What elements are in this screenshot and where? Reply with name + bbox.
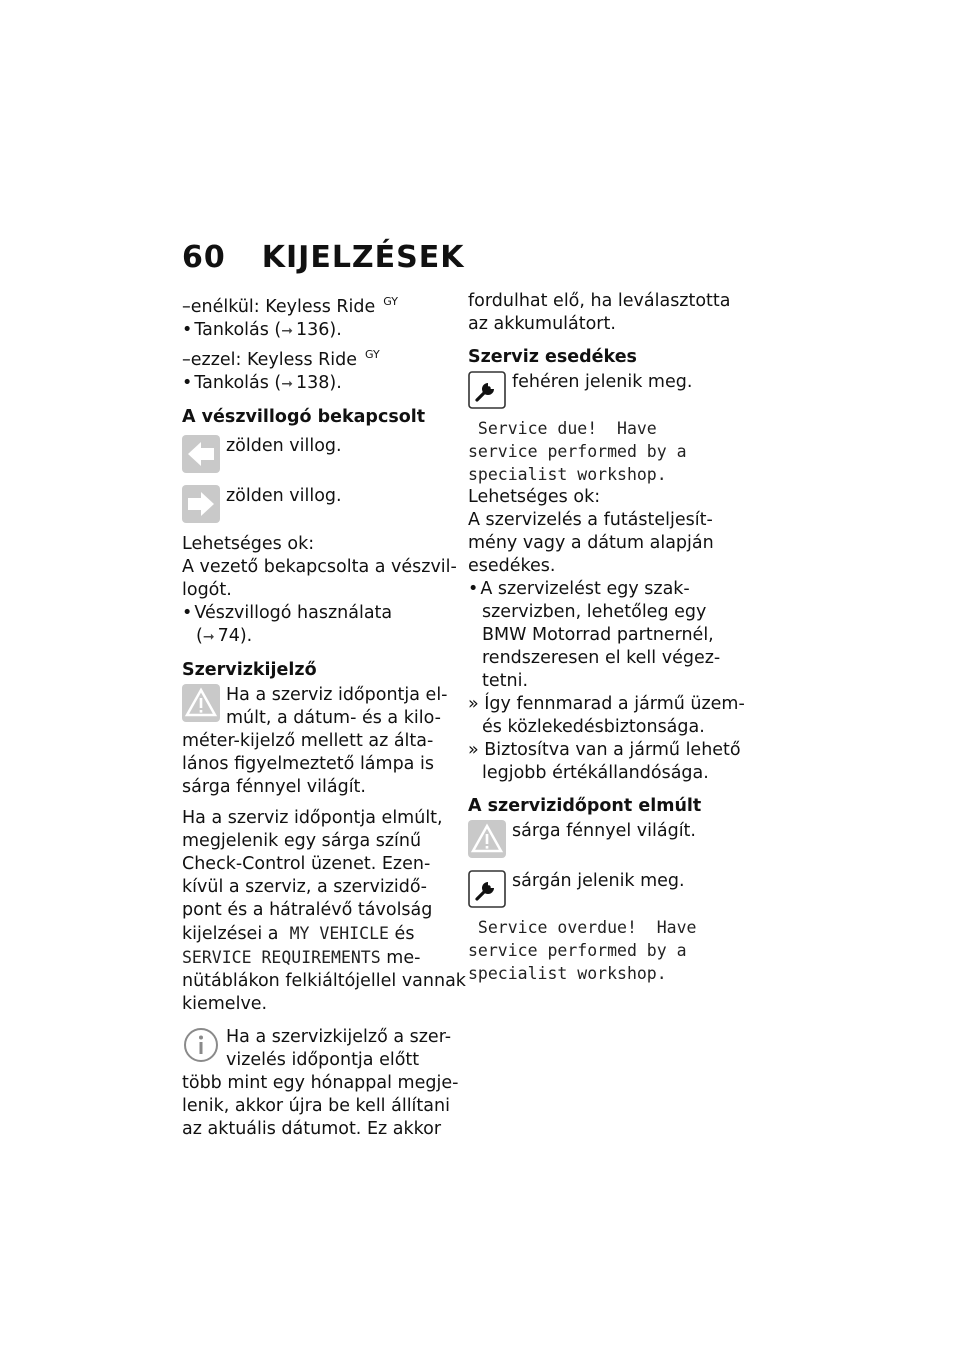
indicator-text: zölden villog. — [226, 486, 342, 506]
indicator-text: sárgán jelenik meg. — [512, 871, 685, 891]
text-line: múlt, a dátum- és a kilo- — [226, 708, 441, 728]
section-heading: Szervizkijelző — [182, 660, 317, 680]
text-line: több mint egy hónappal megje- — [182, 1073, 459, 1093]
wrench-icon — [468, 371, 506, 409]
section-heading: A vészvillogó bekapcsolt — [182, 407, 426, 427]
text: –enélkül: Keyless Ride — [182, 297, 376, 317]
result-line: » Biztosítva van a jármű lehető — [468, 740, 741, 760]
indicator-text: zölden villog. — [226, 436, 342, 456]
text-line: esedékes. — [468, 556, 556, 576]
indicator-row — [468, 820, 738, 858]
page-number: 60 — [182, 240, 226, 275]
text-line: méter-kijelző mellett az álta- — [182, 731, 434, 751]
display-message: Service overdue! Have — [468, 918, 697, 937]
text: Tankolás ( — [194, 373, 282, 393]
text-line: Ha a szerviz időpontja elmúlt, — [182, 808, 443, 828]
text: –ezzel: Keyless Ride — [182, 350, 358, 370]
display-message: specialist workshop. — [468, 465, 667, 484]
page-reference[interactable]: 74). — [217, 626, 253, 646]
result-line: » Így fennmarad a jármű üzem- — [468, 694, 745, 714]
text-line — [182, 922, 452, 946]
text-line: lenik, akkor újra be kell állítani — [182, 1096, 450, 1116]
text-line: A szervizelés a futásteljesít- — [468, 510, 713, 530]
display-message: service performed by a — [468, 941, 687, 960]
indicator-text: sárga fénnyel világít. — [512, 821, 696, 841]
list-item — [182, 602, 452, 625]
text-line: szervizben, lehetőleg egy — [482, 602, 707, 622]
left-column — [182, 290, 466, 1141]
display-message: specialist workshop. — [468, 964, 667, 983]
section-heading: A szervizidőpont elmúlt — [468, 796, 702, 816]
text-line: logót. — [182, 580, 232, 600]
text-line: sárga fénnyel világít. — [182, 777, 366, 797]
display-message: Service due! Have — [468, 419, 657, 438]
display-message: service performed by a — [468, 442, 687, 461]
page-reference[interactable]: 136). — [295, 320, 342, 340]
text-line: rendszeresen el kell végez- — [482, 648, 721, 668]
text: me- — [386, 948, 421, 968]
warning-triangle-icon — [468, 820, 506, 858]
superscript: GY — [365, 348, 380, 361]
text-line: BMW Motorrad partnernél, — [482, 625, 714, 645]
text-line: vizelés időpontja előtt — [226, 1050, 420, 1070]
text-line: az akkumulátort. — [468, 314, 616, 334]
reference-arrow-icon — [281, 320, 296, 340]
text-line: Check-Control üzenet. Ezen- — [182, 854, 431, 874]
indicator-row — [468, 870, 738, 908]
arrow-left-icon — [182, 435, 220, 473]
text-line: és közlekedésbiztonsága. — [482, 717, 705, 737]
superscript: GY — [383, 295, 398, 308]
text-line: az aktuális dátumot. Ez akkor — [182, 1119, 442, 1139]
indicator-row — [468, 371, 738, 409]
text-line: fordulhat elő, ha leválasztotta — [468, 291, 731, 311]
text-line: Lehetséges ok: — [468, 487, 601, 507]
text-line — [182, 946, 452, 970]
text-line: Ha a szervizkijelző a szer- — [226, 1027, 452, 1047]
indicator-row — [182, 485, 452, 523]
text-line: kívül a szerviz, a szervizidő- — [182, 877, 427, 897]
arrow-right-icon — [182, 485, 220, 523]
info-block — [182, 1026, 452, 1072]
indicator-row — [182, 435, 452, 473]
text-line: nütáblákon felkiáltójellel vannak — [182, 971, 466, 991]
text: Tankolás ( — [194, 320, 282, 340]
list-item — [468, 578, 738, 601]
reference-arrow-icon — [281, 373, 296, 393]
text: és — [394, 924, 415, 944]
right-column — [468, 290, 745, 985]
text-line: (➞ 74). — [182, 625, 452, 649]
wrench-icon — [468, 870, 506, 908]
text-line — [182, 290, 452, 319]
menu-name: MY VEHICLE — [289, 924, 389, 943]
text-line: Lehetséges ok: — [182, 534, 315, 554]
text-line: mény vagy a dátum alapján — [468, 533, 714, 553]
info-icon — [182, 1026, 220, 1064]
text-line: A vezető bekapcsolta a vészvil- — [182, 557, 457, 577]
page-header — [182, 240, 465, 275]
menu-name: SERVICE REQUIREMENTS — [182, 948, 381, 967]
section-heading: Szerviz esedékes — [468, 347, 637, 367]
reference-arrow-icon — [203, 626, 218, 646]
page-title: KIJELZÉSEK — [261, 240, 465, 275]
text-line: legjobb értékállandósága. — [482, 763, 709, 783]
warning-triangle-icon — [182, 684, 220, 722]
text-line: tetni. — [482, 671, 529, 691]
indicator-text: fehéren jelenik meg. — [512, 372, 693, 392]
text-line: Ha a szerviz időpontja el- — [226, 685, 448, 705]
text: kijelzései a — [182, 924, 279, 944]
warning-block — [182, 684, 452, 730]
list-item — [182, 319, 452, 343]
text: Vészvillogó használata — [194, 603, 393, 623]
text-line: megjelenik egy sárga színű — [182, 831, 422, 851]
text-line: pont és a hátralévő távolság — [182, 900, 433, 920]
text: A szervizelést egy szak- — [480, 579, 690, 599]
page-reference[interactable]: 138). — [295, 373, 342, 393]
text-line: lános figyelmeztető lámpa is — [182, 754, 434, 774]
text-line — [182, 343, 452, 372]
list-item — [182, 372, 452, 396]
text-line: kiemelve. — [182, 994, 268, 1014]
